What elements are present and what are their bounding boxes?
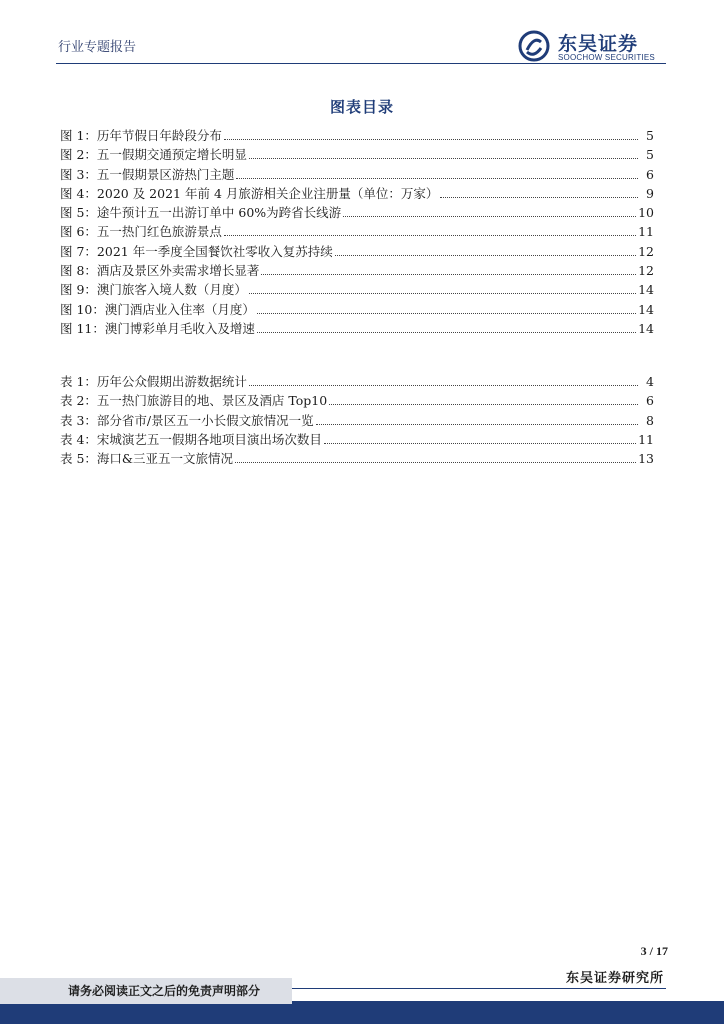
dot-leader bbox=[316, 414, 638, 425]
toc-entry-figure-9[interactable] bbox=[60, 280, 654, 299]
toc-entry-page: 6 bbox=[646, 393, 654, 409]
dot-leader bbox=[324, 433, 636, 444]
brand-name-cn: 东吴证券 bbox=[558, 33, 639, 55]
dot-leader bbox=[224, 225, 636, 236]
footer-disclaimer: 请务必阅读正文之后的免责声明部分 bbox=[0, 978, 292, 1004]
toc-entry-page: 14 bbox=[638, 282, 654, 298]
toc-entry-figure-5[interactable] bbox=[60, 203, 654, 222]
toc-entry-figure-6[interactable] bbox=[60, 222, 654, 241]
toc-entry-table-1[interactable] bbox=[60, 372, 654, 391]
toc-entry-table-5[interactable] bbox=[60, 449, 654, 468]
toc-entry-page: 4 bbox=[646, 374, 654, 389]
brand-logo bbox=[518, 28, 668, 64]
toc-entry-label: 图 11：澳门博彩单月毛收入及增速 bbox=[60, 320, 255, 336]
toc-entry-label: 图 10：澳门酒店业入住率（月度） bbox=[60, 301, 255, 317]
toc-entry-page: 8 bbox=[646, 412, 654, 428]
dot-leader bbox=[261, 264, 636, 275]
dot-leader bbox=[257, 303, 636, 314]
toc-entry-label: 图 1：历年节假日年龄段分布 bbox=[60, 128, 222, 143]
dot-leader bbox=[224, 129, 638, 140]
page-number: 3 / 17 bbox=[640, 944, 668, 958]
toc-entry-page: 6 bbox=[646, 166, 654, 182]
toc-entry-label: 表 3：部分省市/景区五一小长假文旅情况一览 bbox=[60, 412, 314, 428]
toc-entry-page: 11 bbox=[638, 431, 654, 447]
toc-entry-label: 图 3：五一假期景区游热门主题 bbox=[60, 166, 235, 182]
toc-entry-table-2[interactable] bbox=[60, 391, 654, 410]
dot-leader bbox=[257, 322, 636, 333]
brand-name-en: SOOCHOW SECURITIES bbox=[558, 53, 655, 62]
brand-logo-icon bbox=[518, 30, 550, 62]
toc-entry-table-4[interactable] bbox=[60, 430, 654, 449]
toc-entry-figure-8[interactable] bbox=[60, 261, 654, 280]
toc-entry-label: 表 1：历年公众假期出游数据统计 bbox=[60, 374, 247, 389]
toc-entry-page: 13 bbox=[638, 451, 654, 467]
dot-leader bbox=[440, 187, 638, 198]
toc-entry-figure-2[interactable] bbox=[60, 145, 654, 164]
dot-leader bbox=[343, 206, 636, 217]
footer-institute: 东吴证券研究所 bbox=[565, 971, 664, 986]
dot-leader bbox=[249, 283, 636, 294]
toc-entry-table-3[interactable] bbox=[60, 411, 654, 430]
toc-entry-label: 图 8：酒店及景区外卖需求增长显著 bbox=[60, 263, 260, 279]
footer-bar bbox=[0, 1001, 724, 1024]
report-type-label: 行业专题报告 bbox=[58, 40, 137, 55]
toc-entry-figure-7[interactable] bbox=[60, 242, 654, 261]
dot-leader bbox=[235, 452, 636, 463]
header-divider bbox=[56, 63, 666, 64]
dot-leader bbox=[329, 394, 638, 405]
toc-entry-label: 表 5：海口&三亚五一文旅情况 bbox=[60, 451, 234, 467]
toc-entry-page: 12 bbox=[638, 243, 654, 259]
toc-entry-figure-11[interactable] bbox=[60, 319, 654, 338]
toc-entry-page: 14 bbox=[638, 320, 654, 336]
toc-entry-label: 图 4：2020 及 2021 年前 4 月旅游相关企业注册量（单位：万家） bbox=[60, 185, 439, 201]
toc-entry-label: 图 9：澳门旅客入境人数（月度） bbox=[60, 282, 247, 298]
toc-entry-page: 9 bbox=[646, 185, 654, 201]
figure-list bbox=[60, 126, 654, 338]
toc-entry-figure-10[interactable] bbox=[60, 300, 654, 319]
toc-entry-label: 表 2：五一热门旅游目的地、景区及酒店 Top10 bbox=[60, 393, 328, 409]
toc-entry-figure-3[interactable] bbox=[60, 165, 654, 184]
toc-entry-label: 图 2：五一假期交通预定增长明显 bbox=[60, 147, 247, 163]
toc-title: 图表目录 bbox=[329, 98, 394, 116]
toc-entry-page: 10 bbox=[638, 205, 654, 221]
toc-entry-page: 12 bbox=[638, 263, 654, 279]
toc-entry-page: 11 bbox=[638, 224, 654, 240]
dot-leader bbox=[236, 168, 638, 179]
toc-entry-label: 图 7：2021 年一季度全国餐饮社零收入复苏持续 bbox=[60, 243, 333, 259]
toc-entry-page: 5 bbox=[646, 128, 654, 143]
toc-entry-label: 图 6：五一热门红色旅游景点 bbox=[60, 224, 222, 240]
toc-entry-page: 5 bbox=[646, 147, 654, 163]
dot-leader bbox=[249, 375, 638, 386]
toc-entry-label: 图 5：途牛预计五一出游订单中 60%为跨省长线游 bbox=[60, 205, 342, 221]
toc-entry-page: 14 bbox=[638, 301, 654, 317]
table-list bbox=[60, 372, 654, 468]
toc-entry-figure-4[interactable] bbox=[60, 184, 654, 203]
dot-leader bbox=[249, 148, 638, 159]
toc-entry-label: 表 4：宋城演艺五一假期各地项目演出场次数目 bbox=[60, 431, 322, 447]
toc-entry-figure-1[interactable] bbox=[60, 126, 654, 145]
dot-leader bbox=[335, 245, 636, 256]
